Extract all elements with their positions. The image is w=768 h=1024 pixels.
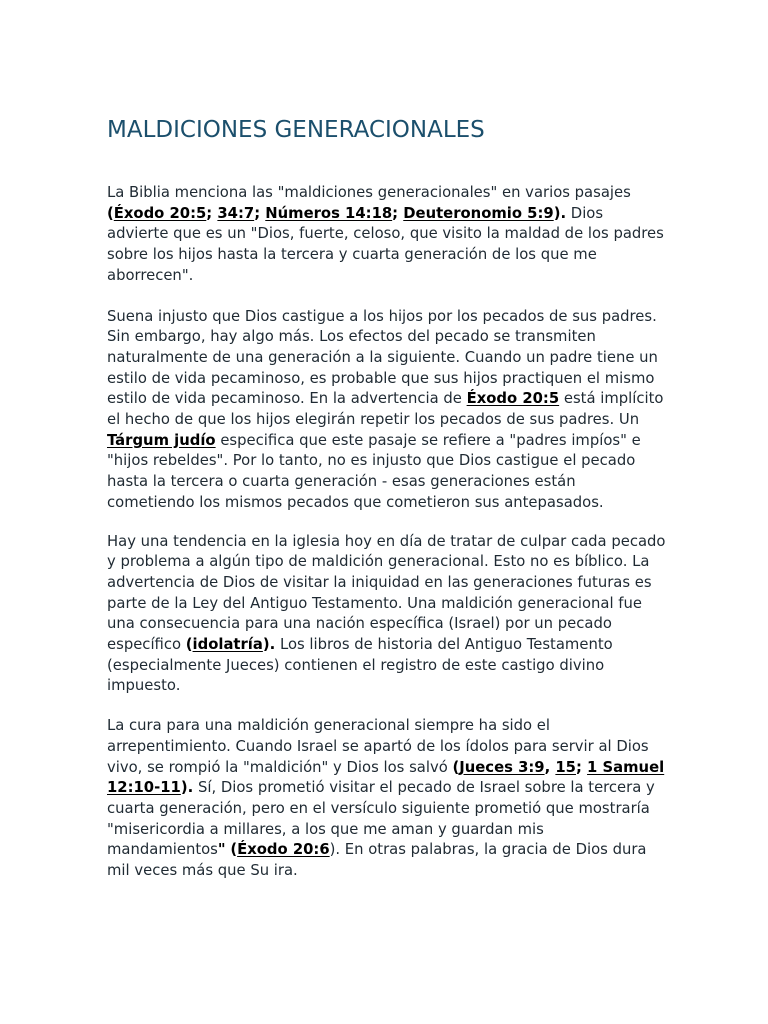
ref-link-jueces-3-9[interactable]: Jueces 3:9: [459, 758, 545, 776]
text: especifica que este pasaje se refiere a "padres impíos" e "hijos rebeldes". Por lo tanto, no es injusto que Dios castigue el pecado hasta la tercera o cuarta generación - esas generaciones están cometiendo los mismos pecados que cometieron sus antepasados.: [107, 431, 641, 511]
paragraph-2: [107, 307, 667, 514]
bold-paren: (: [185, 636, 193, 654]
text: Los libros de historia del Antiguo Testamento (especialmente Jueces) contienen el registro de este castigo divino impuesto.: [107, 636, 613, 695]
paragraph-1: [107, 183, 667, 287]
text: La cura para una maldición generacional siempre ha sido el arrepentimiento. Cuando Israel se apartó de los ídolos para servir al Dios vivo, se rompió la "maldición" y Dios los salvó: [107, 717, 649, 776]
text: Suena injusto que Dios castigue a los hijos por los pecados de sus padres. Sin embargo, hay algo más. Los efectos del pecado se transmiten naturalmente de una generación a la siguiente. Cuando un padre tiene un estilo de vida pecaminoso, es probable que sus hijos practiquen el mismo estilo de vida pecaminoso. En la advertencia de: [107, 307, 658, 408]
bold-paren: ).: [262, 636, 276, 654]
bold-paren: ).: [553, 204, 567, 222]
ref-link-1-samuel-12-10-11[interactable]: 1 Samuel 12:10-11: [107, 758, 665, 797]
bold-paren: (: [107, 204, 114, 222]
ref-link-34-7[interactable]: 34:7: [217, 204, 255, 222]
page-title: MALDICIONES GENERACIONALES: [107, 117, 485, 143]
bold-separator: ;: [392, 204, 404, 222]
text: está implícito el hecho de que los hijos elegirán repetir los pecados de sus padres. Un: [107, 390, 664, 429]
text: La Biblia menciona las "maldiciones generacionales" en varios pasajes: [107, 184, 631, 201]
ref-link-15[interactable]: 15: [555, 758, 576, 776]
text: Sí, Dios prometió visitar el pecado de Israel sobre la tercera y cuarta generación, pero en el versículo siguiente prometió que mostraría "misericordia a millares, a los que me aman y guardan mis mandamientos: [107, 779, 655, 859]
bold-separator: ;: [254, 204, 266, 222]
text: Dios advierte que es un "Dios, fuerte, celoso, que visito la maldad de los padres sobre los hijos hasta la tercera y cuarta generación de los que me aborrecen".: [107, 204, 664, 284]
bold-separator: ,: [544, 758, 556, 776]
paragraph-4: [107, 716, 667, 882]
text: ). En otras palabras, la gracia de Dios dura mil veces más que Su ira.: [107, 841, 647, 880]
ref-link-numeros-14-18[interactable]: Números 14:18: [265, 204, 393, 222]
ref-link-exodo-20-5[interactable]: Éxodo 20:5: [113, 204, 207, 222]
bold-paren: (: [452, 758, 460, 776]
bold-paren: ).: [180, 779, 194, 797]
bold-quote: ": [217, 841, 226, 859]
bold-separator: ;: [575, 758, 588, 776]
paragraph-3: [107, 532, 667, 698]
document-page: [107, 112, 667, 882]
ref-link-targum-judio[interactable]: Tárgum judío: [107, 431, 216, 449]
ref-link-exodo-20-5[interactable]: Éxodo 20:5: [466, 390, 560, 408]
ref-link-deuteronomio-5-9[interactable]: Deuteronomio 5:9: [403, 204, 554, 222]
bold-separator: ;: [206, 204, 218, 222]
bold-paren: (: [230, 841, 238, 859]
ref-link-exodo-20-6[interactable]: Éxodo 20:6: [237, 841, 330, 859]
text: Hay una tendencia en la iglesia hoy en día de tratar de culpar cada pecado y problema a algún tipo de maldición generacional. Esto no es bíblico. La advertencia de Dios de visitar la iniquidad en las generaciones futuras es parte de la Ley del Antiguo Testamento. Una maldición generacional fue una consecuencia para una nación específica (Israel) por un pecado específico: [107, 532, 666, 654]
ref-link-idolatria[interactable]: idolatría: [192, 636, 263, 654]
